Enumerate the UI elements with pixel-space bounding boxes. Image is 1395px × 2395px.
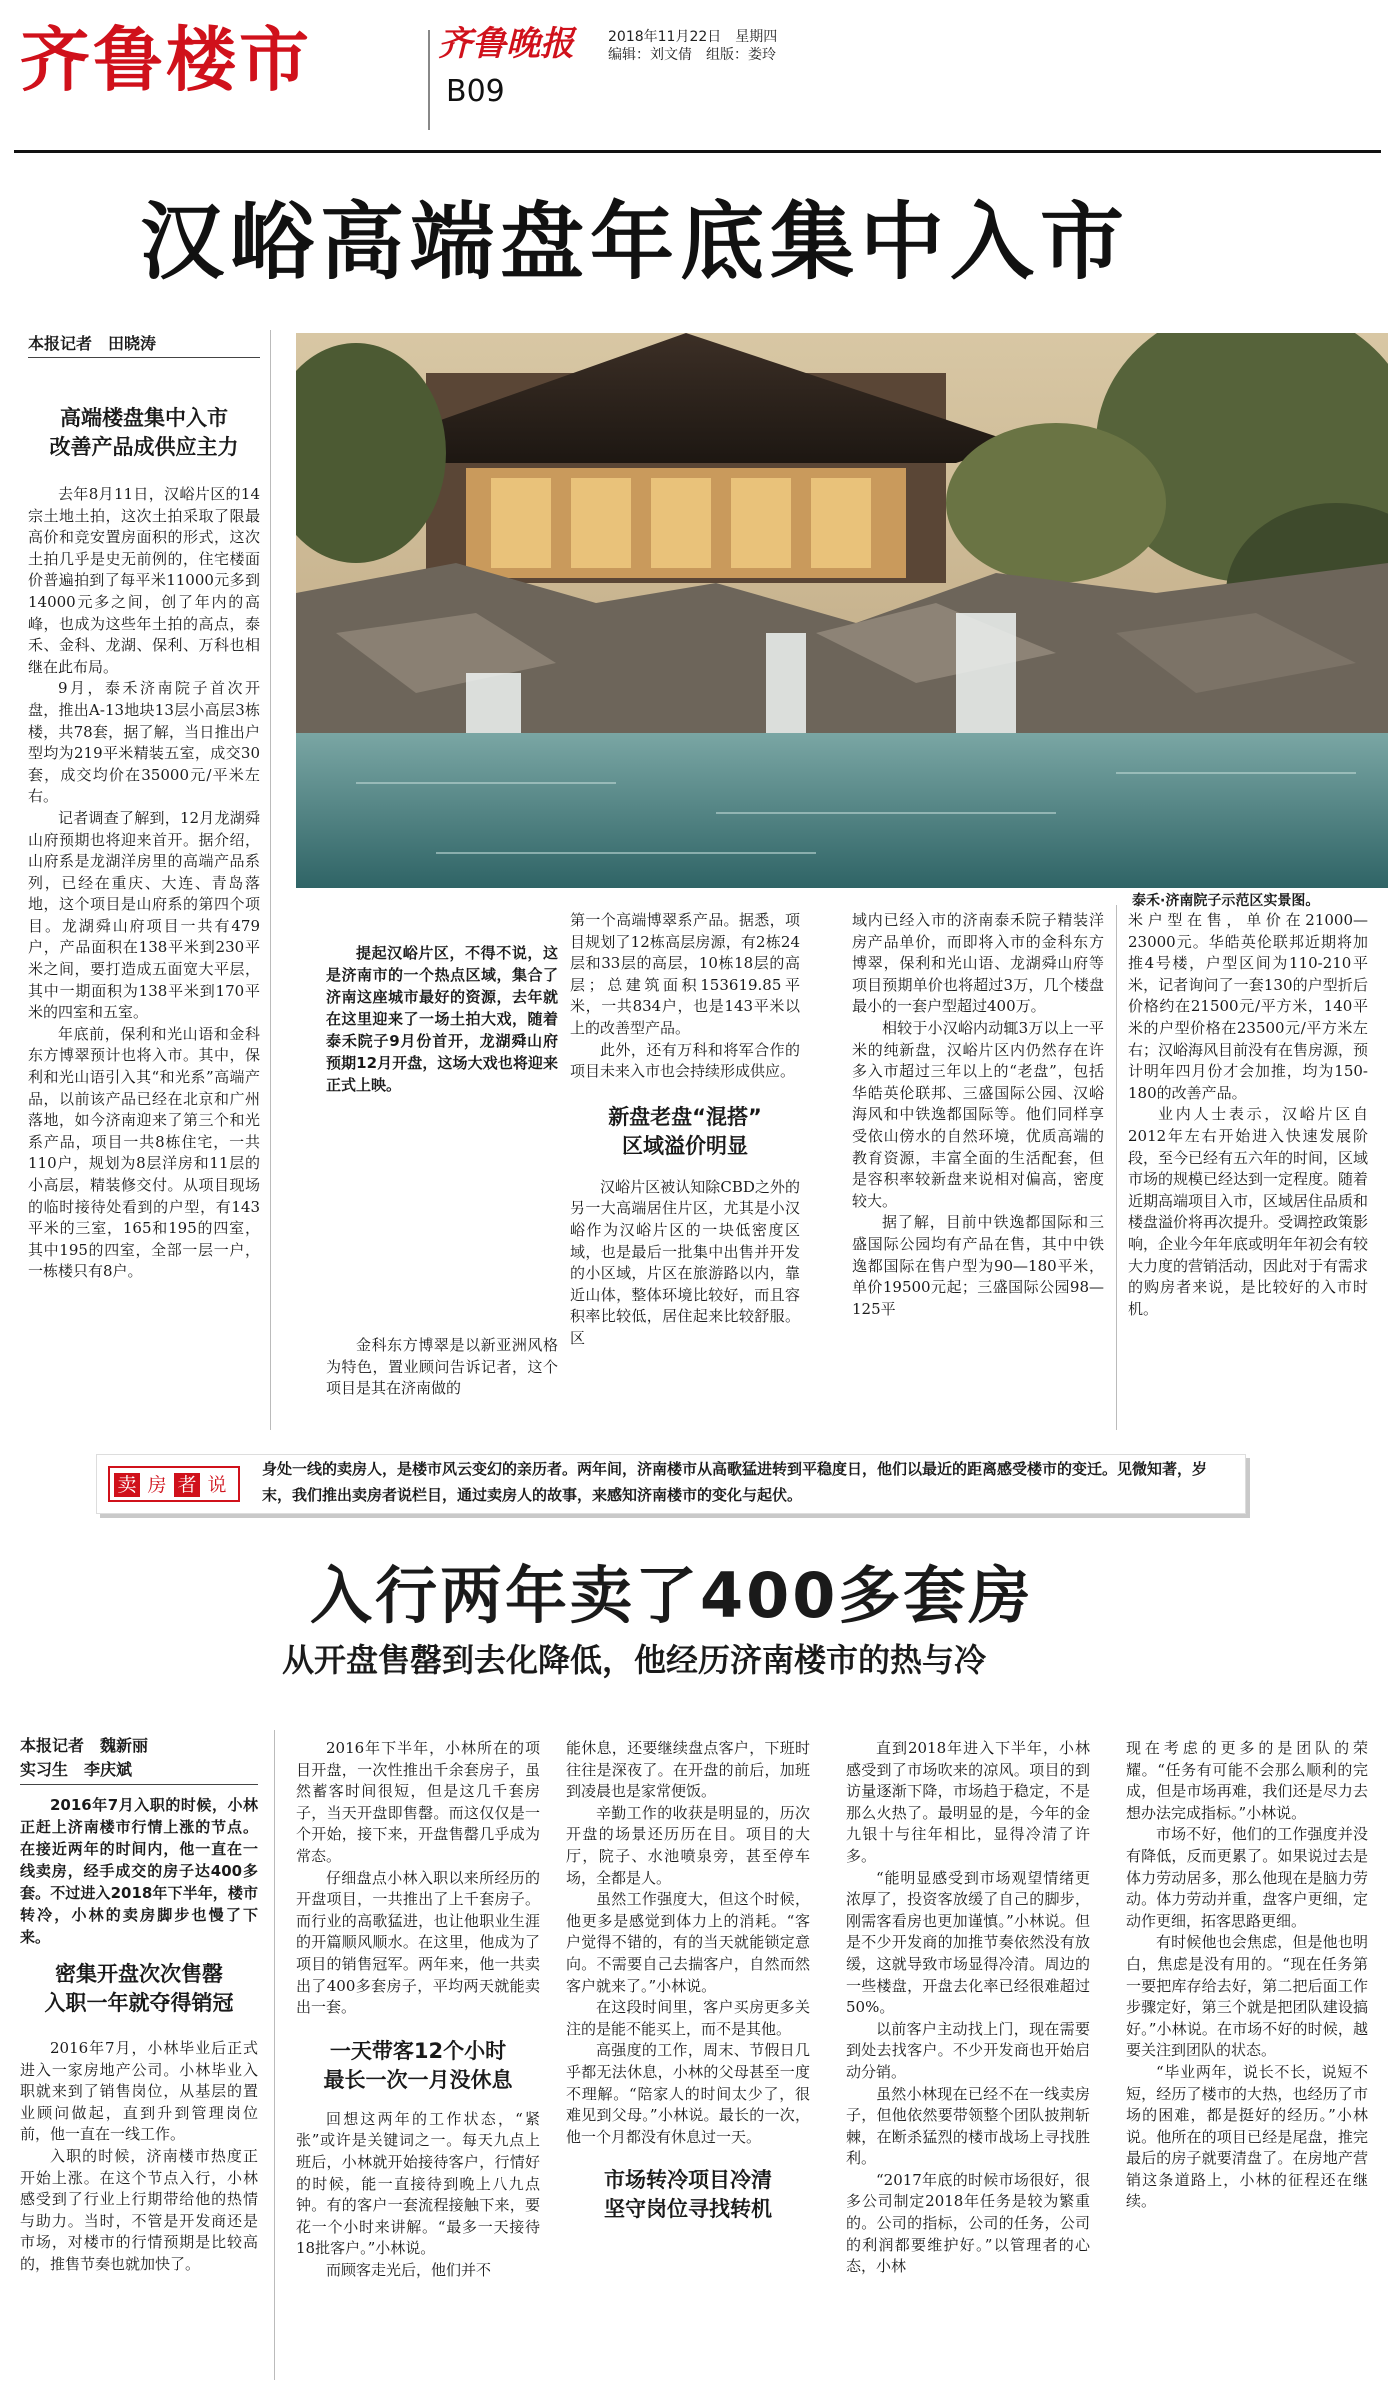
paragraph: 年底前，保利和光山语和金科东方博翠预计也将入市。其中，保利和光山语引入其“和光系”高端产品，以前该产品已经在北京和广州落地，如今济南迎来了第三个和光系产品，项目一共8栋住宅，一共110户，规划为8层洋房和11层的小高层，精装修交付。从项目现场的临时接待处看到的户型，有143平米的三室，165和195的四室，其中195的四室，全部一层一户，一栋楼只有8户。 <box>28 1024 260 1281</box>
story2-lead: 2016年7月入职的时候，小林正赶上济南楼市行情上涨的节点。在接近两年的时间内，他一直在一线卖房，经手成交的房子达400多套。不过进入2018年下半年，楼市转冷，小林的卖房脚步也慢了下来。 <box>20 1796 258 1946</box>
story2-subheadline: 从开盘售罄到去化降低，他经历济南楼市的热与冷 <box>282 1641 987 1679</box>
story2-subhead-1: 密集开盘次次售罄 入职一年就夺得销冠 <box>44 1962 234 2015</box>
story1-subhead-1: 高端楼盘集中入市 改善产品成供应主力 <box>49 406 239 459</box>
photo-caption: 泰禾·济南院子示范区实景图。 <box>1132 893 1320 909</box>
paragraph: 业内人士表示，汉峪片区自2012年左右开始进入快速发展阶段，至今已经有五六年的时间，区域市场的规模已经达到一定程度。随着近期高端项目入市，区域居住品质和楼盘溢价将再次提升。受调控政策影响，企业今年年底或明年年初会有较大力度的营销活动，因此对于有需求的购房者来说，是比较好的入市时机。 <box>1128 1105 1369 1318</box>
story1-headline: 汉峪高端盘年底集中入市 <box>140 193 1131 291</box>
story1-column-2 <box>326 1335 558 1400</box>
column-divider <box>1116 905 1117 1430</box>
section-title: 齐鲁楼市 <box>20 19 312 101</box>
paragraph: 9月，泰禾济南院子首次开盘，推出A-13地块13层小高层3栋楼，共78套，据了解，当日推出户型均为219平米精装五室，成交30套，成交均价在35000元/平米左右。 <box>28 679 260 806</box>
paragraph: 金科东方博翠是以新亚洲风格为特色，置业顾问告诉记者，这个项目是其在济南做的 <box>326 1336 558 1398</box>
story1-callout: 提起汉峪片区，不得不说，这是济南市的一个热点区域，集合了济南这座城市最好的资源，去年就在这里迎来了一场土拍大戏，随着泰禾院子9月份首开，龙湖舜山府预期12月开盘，这场大戏也将迎来正式上映。 <box>326 944 558 1094</box>
paragraph: 第一个高端博翠系产品。据悉，项目规划了12栋高层房源，有2栋24层和33层的高层，10栋18层的高层；总建筑面积153619.85平米，一共834户，也是143平米以上的改善型产品。 <box>570 911 800 1037</box>
paragraph: “能明显感受到市场观望情绪更浓厚了，投资客放缓了自己的脚步，刚需客看房也更加谨慎。”小林说。但是不少开发商的加推节奏依然没有放缓，这就导致市场显得冷清。周边的一些楼盘，开盘去化率已经很难超过50%。 <box>846 1868 1090 2017</box>
issue-info <box>608 28 777 64</box>
page-number: B09 <box>446 74 505 109</box>
paragraph: 在这段时间里，客户买房更多关注的是能不能买上，而不是其他。 <box>566 1998 810 2038</box>
paragraph: 域内已经入市的济南泰禾院子精装洋房产品单价，而即将入市的金科东方博翠，保利和光山语、龙湖舜山府等项目预期单价也将超过3万，几个楼盘最小的一套户型超过400万。 <box>852 911 1104 1016</box>
newspaper-brand: 齐鲁晚报 <box>438 24 574 64</box>
issue-date: 2018年11月22日 星期四 <box>608 29 778 45</box>
column-divider <box>274 1730 275 2380</box>
story2-column-1 <box>20 2038 258 2276</box>
story1-column-5 <box>1128 910 1368 1320</box>
paragraph: 回想这两年的工作状态，“紧张”或许是关键词之一。每天九点上班后，小林就开始接待客户，行情好的时候，能一直接待到晚上八九点钟。有的客户一套流程接触下来，要花一个小时来讲解。“最多一天接待18批客户。”小林说。 <box>296 2109 540 2258</box>
byline-rule <box>20 1784 258 1785</box>
story1-byline: 本报记者 田晓涛 <box>28 334 157 353</box>
paragraph: “毕业两年，说长不长，说短不短，经历了楼市的大热，也经历了市场的困难，都是挺好的经历。”小林说。他所在的项目已经是尾盘，推完最后的房子就要清盘了。在房地产营销这条道路上，小林的征程还在继续。 <box>1126 2062 1368 2211</box>
showroom-photo <box>296 333 1388 888</box>
story1-column-4 <box>852 910 1104 1320</box>
paragraph: 虽然工作强度大，但这个时候，他更多是感觉到体力上的消耗。“客户觉得不错的，有的当天就能锁定意向。不需要自己去揣客户，自然而然客户就来了。”小林说。 <box>566 1890 810 1995</box>
paragraph: 米户型在售，单价在21000—23000元。华皓英伦联邦近期将加推4号楼，户型区间为110-210平米，记者询问了一套130的户型折后价格约在21500元/平方米，140平米的户型价格在23500元/平方米左右；汉峪海风目前没有在售房源，预计明年四月份才会加推，均为150-180的改善产品。 <box>1128 911 1369 1102</box>
column-divider <box>270 330 271 1430</box>
paragraph: 能休息，还要继续盘点客户，下班时往往是深夜了。在开盘的前后，加班到凌晨也是家常便饭。 <box>566 1739 810 1801</box>
story1-column-1 <box>28 484 260 1283</box>
story2-column-3 <box>566 1738 810 2224</box>
column-tag: 卖 房 者 说 <box>108 1466 240 1502</box>
garden-waterfall-image <box>296 333 1388 888</box>
paragraph: 相较于小汉峪内动辄3万以上一平米的纯新盘，汉峪片区内仍然存在许多入市超过三年以上的“老盘”，包括华皓英伦联邦、三盛国际公园、汉峪海风和中铁逸都国际等。他们同样享受依山傍水的自然环境，优质高端的教育资源，丰富全面的生活配套，但是容积率较新盘来说相对偏高，密度较大。 <box>852 1018 1104 1210</box>
story2-headline: 入行两年卖了400多套房 <box>310 1559 1034 1632</box>
paragraph: 市场不好，他们的工作强度并没有降低，反而更累了。如果说过去是体力劳动居多，那么他现在是脑力劳动。体力劳动并重，盘客户更细，定动作更细，拓客思路更细。 <box>1126 1825 1368 1930</box>
paragraph: 记者调查了解到，12月龙湖舜山府预期也将迎来首开。据介绍，山府系是龙湖洋房里的高端产品系列，已经在重庆、大连、青岛落地，这个项目是山府系的第四个项目。龙湖舜山府项目一共有479户，产品面积在138平米到230平米之间，要打造成五面宽大平层，其中一期面积为138平米到170平米的四室和五室。 <box>28 808 260 1022</box>
paragraph: “2017年底的时候市场很好，很多公司制定2018年任务是较为繁重的。公司的指标，公司的任务，公司的利润都要维护好。”以管理者的心态，小林 <box>846 2170 1090 2276</box>
paragraph: 去年8月11日，汉峪片区的14宗土地土拍，这次土拍采取了限最高价和竞安置房面积的形式，这次土拍几乎是史无前例的，住宅楼面价普遍拍到了每平米11000元多到14000元多之间，创了年内的高峰，也成为这些年土拍的高点，泰禾、金科、龙湖、保利、万科也相继在此布局。 <box>28 485 260 676</box>
paragraph: 高强度的工作，周末、节假日几乎都无法休息，小林的父母甚至一度不理解。“陪家人的时间太少了，很难见到父母。”小林说。最长的一次，他一个月都没有休息过一天。 <box>566 2041 810 2146</box>
column-intro: 身处一线的卖房人，是楼市风云变幻的亲历者。两年间，济南楼市从高歌猛进转到平稳度日，他们以最近的距离感受楼市的变迁。见微知著，岁末，我们推出卖房者说栏目，通过卖房人的故事，来感知济南楼市的变化与起伏。 <box>262 1460 1208 1504</box>
paragraph: 入职的时候，济南楼市热度正开始上涨。在这个节点入行，小林感受到了行业上行期带给他的热情与助力。当时，不管是开发商还是市场，对楼市的行情预期是比较高的，推售节奏也就加快了。 <box>20 2146 258 2273</box>
paragraph: 以前客户主动找上门，现在需要到处去找客户。不少开发商也开始启动分销。 <box>846 2019 1090 2081</box>
story1-column-3 <box>570 910 800 1350</box>
paragraph: 据了解，目前中铁逸都国际和三盛国际公园均有产品在售，其中中铁逸都国际在售户型为90—180平米，单价19500元起；三盛国际公园98—125平 <box>852 1213 1104 1318</box>
story2-subhead-2: 一天带客12个小时 最长一次一月没休息 <box>323 2038 513 2092</box>
paragraph: 现在考虑的更多的是团队的荣耀。“任务有可能不会那么顺利的完成，但是市场再难，我们还是尽力去想办法完成指标。”小林说。 <box>1126 1739 1368 1822</box>
paragraph: 有时候他也会焦虑，但是他也明白，焦虑是没有用的。“现在任务第一要把库存给去好，第二把后面工作步骤定好，第三个就是把团队建设搞好。”小林说。在市场不好的时候，越要关注到团队的状态。 <box>1126 1933 1368 2060</box>
story2-column-2 <box>296 1738 540 2281</box>
paragraph: 仔细盘点小林入职以来所经历的开盘项目，一共推出了上千套房子。而行业的高歌猛进，也让他职业生涯的开篇顺风顺水。在这里，他成为了项目的销售冠军。两年来，他一共卖出了400多套房子，平均两天就能卖出一套。 <box>296 1868 540 2017</box>
story2-subhead-3: 市场转冷项目冷清 坚守岗位寻找转机 <box>604 2168 772 2222</box>
paragraph: 直到2018年进入下半年，小林感受到了市场吹来的凉风。项目的到访量逐渐下降，市场趋于稳定，不是那么火热了。最明显的是，今年的金九银十与往年相比，显得冷清了许多。 <box>846 1739 1090 1865</box>
paragraph: 汉峪片区被认知除CBD之外的另一大高端居住片区，尤其是小汉峪作为汉峪片区的一块低密度区域，也是最后一批集中出售并开发的小区域，片区在旅游路以内，靠近山体，整体环境比较好，而且容积率比较低，居住起来比较舒服。区 <box>570 1177 800 1347</box>
paragraph: 2016年下半年，小林所在的项目开盘，一次性推出千余套房子，虽然蓄客时间很短，但是这几千套房子，当天开盘即售罄。而这仅仅是一个开始，接下来，开盘售罄几乎成为常态。 <box>296 1739 540 1865</box>
paragraph: 辛勤工作的收获是明显的，历次开盘的场景还历历在目。项目的大厅，院子、水池喷泉旁，甚至停车场，全都是人。 <box>566 1803 810 1887</box>
paragraph: 此外，还有万科和将军合作的项目未来入市也会持续形成供应。 <box>570 1040 800 1081</box>
masthead-divider <box>428 30 430 130</box>
paragraph: 虽然小林现在已经不在一线卖房子，但他依然要带领整个团队披荆斩棘，在断杀猛烈的楼市战场上寻找胜利。 <box>846 2084 1090 2168</box>
paragraph: 2016年7月，小林毕业后正式进入一家房地产公司。小林毕业入职就来到了销售岗位，从基层的置业顾问做起，直到升到管理岗位前，他一直在一线工作。 <box>20 2039 258 2144</box>
story2-byline-reporter: 本报记者 魏新丽 <box>20 1736 149 1755</box>
story2-byline-intern: 实习生 李庆斌 <box>20 1760 133 1779</box>
issue-editor: 编辑：刘文倩 组版：娄玲 <box>608 47 776 63</box>
byline-rule <box>28 357 260 358</box>
story1-subhead-2: 新盘老盘“混搭” 区域溢价明显 <box>608 1104 762 1158</box>
story2-column-4 <box>846 1738 1090 2278</box>
masthead-rule <box>14 150 1381 153</box>
story2-column-5 <box>1126 1738 1368 2213</box>
paragraph: 而顾客走光后，他们并不 <box>326 2260 492 2279</box>
